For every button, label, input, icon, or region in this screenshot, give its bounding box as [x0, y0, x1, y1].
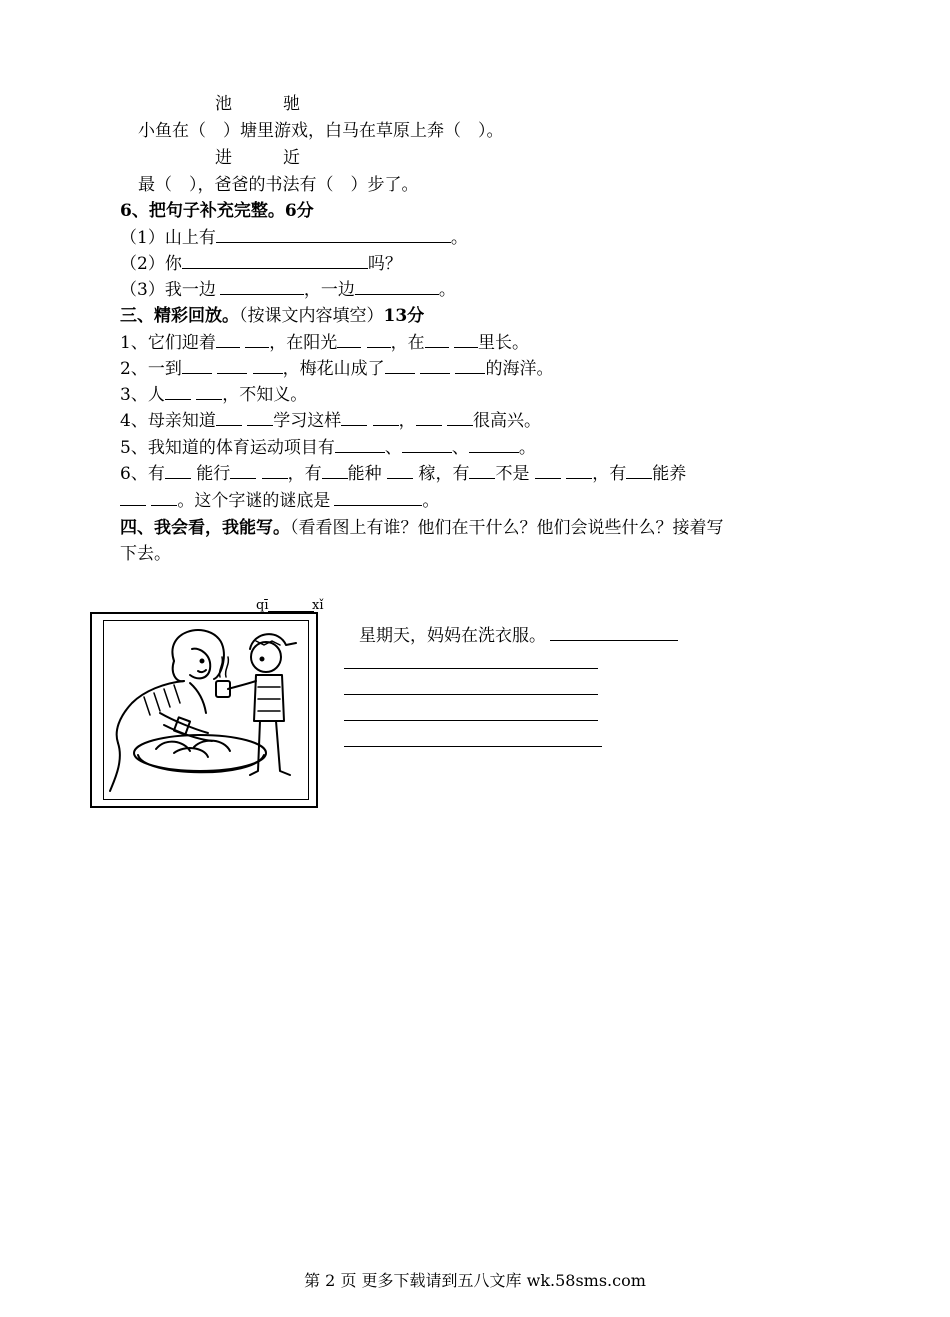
blank[interactable]: [165, 383, 191, 400]
sec3-l7-t1: 。: [422, 491, 440, 511]
q6-s3-mid: ，一边: [303, 280, 355, 300]
sec3-heading: [120, 305, 424, 327]
q6-s2-blank[interactable]: [182, 252, 368, 269]
sec3-l5-t1: 、: [384, 438, 402, 458]
blank[interactable]: [626, 462, 652, 479]
blank[interactable]: [387, 462, 413, 479]
pinyin-qi: qī: [256, 598, 269, 613]
blank[interactable]: [262, 462, 288, 479]
blank[interactable]: [337, 331, 361, 348]
blank[interactable]: [341, 409, 367, 426]
sec3-l6-t6: ，有: [592, 464, 627, 484]
sec3-l5-t3: 。: [518, 438, 536, 458]
q6-title: 6、把句子补充完整。6分: [120, 201, 314, 221]
sec3-l2-t0: 2、一到: [120, 359, 182, 379]
sec3-l7-t0: 。这个字谜的谜底是: [177, 491, 331, 511]
blank[interactable]: [373, 409, 399, 426]
sec4-heading: [120, 517, 724, 539]
blank[interactable]: [120, 489, 146, 506]
sec3-l6-t3: 能种: [347, 464, 382, 484]
illustration-inner-border: [103, 620, 309, 800]
q6-sentence-1: [120, 226, 468, 249]
sec4-note: （看看图上有谁？他们在干什么？他们会说些什么？接着写: [290, 518, 724, 538]
sec3-l6-t2: ，有: [287, 464, 322, 484]
q5-sentence-2: 最（ ），爸爸的书法有（ ）步了。: [138, 175, 419, 195]
sec3-l6-t7: 能养: [652, 464, 687, 484]
blank[interactable]: [420, 357, 450, 374]
q6-s3-suffix: 。: [438, 280, 456, 300]
blank[interactable]: [196, 383, 222, 400]
sec3-l6-t0: 6、有: [120, 464, 165, 484]
writing-line-4[interactable]: [344, 746, 602, 747]
sec3-l4-t0: 4、母亲知道: [120, 411, 216, 431]
blank[interactable]: [151, 489, 177, 506]
blank[interactable]: [334, 489, 422, 506]
sec3-line-3: [120, 383, 307, 406]
q6-sentence-2: [120, 252, 402, 275]
q6-s1-suffix: 。: [450, 228, 468, 248]
sec3-l3-t0: 3、人: [120, 385, 165, 405]
blank[interactable]: [469, 462, 495, 479]
sec3-title: 三、精彩回放。: [120, 306, 239, 326]
sec4-title: 四、我会看，我能写。: [120, 518, 290, 538]
page-footer: 第 2 页 更多下载请到五八文库 wk.58sms.com: [304, 1271, 646, 1290]
q6-s1-prefix: （1）山上有: [120, 228, 216, 248]
q6-s3-prefix: （3）我一边: [120, 280, 216, 300]
blank[interactable]: [416, 409, 442, 426]
sec3-l1-t1: ，在阳光: [269, 333, 338, 353]
sec3-l6-t5: 不是: [495, 464, 530, 484]
start-sentence-text: 星期天，妈妈在洗衣服。: [359, 626, 546, 646]
blank[interactable]: [385, 357, 415, 374]
q5-options-2: 进 近: [215, 148, 300, 168]
illustration-frame: [90, 612, 318, 808]
sec3-line-5: [120, 436, 536, 459]
mother-child-illustration: [104, 621, 308, 799]
blank[interactable]: [165, 462, 191, 479]
writing-line-3[interactable]: [344, 720, 598, 721]
blank[interactable]: [469, 436, 519, 453]
blank[interactable]: [535, 462, 561, 479]
blank[interactable]: [455, 357, 485, 374]
blank[interactable]: [367, 331, 391, 348]
blank[interactable]: [454, 331, 478, 348]
sec3-l5-t0: 5、我知道的体育运动项目有: [120, 438, 335, 458]
q6-sentence-3: [120, 278, 456, 301]
blank[interactable]: [566, 462, 592, 479]
blank[interactable]: [425, 331, 449, 348]
blank[interactable]: [247, 409, 273, 426]
blank[interactable]: [217, 357, 247, 374]
pinyin-xi: xǐ: [312, 598, 324, 613]
sec3-l1-t3: 里长。: [478, 333, 530, 353]
writing-blank-0[interactable]: [550, 624, 678, 641]
q5-options-1: 池 驰: [215, 94, 300, 114]
sec3-l2-t1: ，梅花山成了: [282, 359, 385, 379]
sec3-line-1: [120, 331, 529, 354]
blank[interactable]: [447, 409, 473, 426]
blank[interactable]: [335, 436, 385, 453]
writing-start-sentence: [359, 624, 678, 647]
sec3-l1-t0: 1、它们迎着: [120, 333, 216, 353]
sec3-line-7: [120, 489, 439, 512]
sec3-line-2: [120, 357, 553, 380]
sec3-score: 13分: [383, 306, 425, 326]
sec3-note: （按课文内容填空）: [239, 306, 384, 326]
sec3-line-4: [120, 409, 541, 432]
sec3-l6-t4: 稼，有: [418, 464, 470, 484]
blank[interactable]: [253, 357, 283, 374]
writing-line-2[interactable]: [344, 694, 598, 695]
q6-s3-blank-1[interactable]: [220, 278, 304, 295]
q6-s3-blank-2[interactable]: [355, 278, 439, 295]
blank[interactable]: [216, 331, 240, 348]
blank[interactable]: [230, 462, 256, 479]
sec3-line-6: [120, 462, 686, 485]
blank[interactable]: [182, 357, 212, 374]
blank[interactable]: [402, 436, 452, 453]
q6-s1-blank[interactable]: [216, 226, 451, 243]
sec3-l5-t2: 、: [451, 438, 469, 458]
sec3-l6-t1: 能行: [196, 464, 231, 484]
blank[interactable]: [322, 462, 348, 479]
sec3-l4-t1: 学习这样: [273, 411, 342, 431]
sec3-l1-t2: ，在: [390, 333, 425, 353]
q6-s2-prefix: （2）你: [120, 254, 182, 274]
sec3-l2-t2: 的海洋。: [485, 359, 554, 379]
q6-s2-suffix: 吗？: [367, 254, 402, 274]
blank[interactable]: [245, 331, 269, 348]
sec3-l3-t1: ，不知义。: [222, 385, 308, 405]
q5-sentence-1: 小鱼在（ ）塘里游戏，白马在草原上奔（ ）。: [138, 121, 504, 141]
writing-line-1[interactable]: [344, 668, 598, 669]
blank[interactable]: [216, 409, 242, 426]
sec4-heading-cont: 下去。: [120, 544, 171, 564]
sec3-l4-t2: ，: [398, 411, 416, 431]
sec3-l4-t3: 很高兴。: [473, 411, 542, 431]
